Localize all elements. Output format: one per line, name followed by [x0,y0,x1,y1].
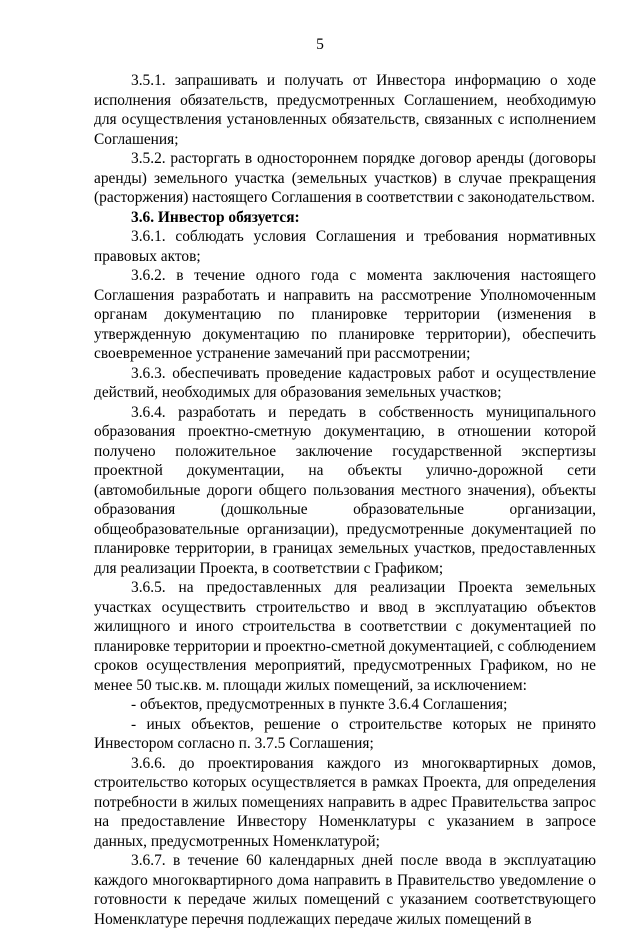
exception-item-1: - объектов, предусмотренных в пункте 3.6.4 Соглашения; [131,696,508,713]
clause-3-6-3: 3.6.3. обеспечивать проведение кадастровых работ и осуществление действий, необходимых для образования земельных участков; [94,364,596,401]
page-number: 5 [316,36,324,53]
clause-3-5-1: 3.5.1. запрашивать и получать от Инвестора информацию о ходе исполнения обязательств, предусмотренных Соглашением, необходимую для осуществления установленных обязательств, связанных с исполнением Соглашения; [94,72,596,148]
clause-3-6-4: 3.6.4. разработать и передать в собственность муниципального образования проектно-сметную документацию, в отношении которой получено положительное заключение государственной экспертизы проектной документации, на объекты улично-дорожной сети (автомобильные дороги общего пользования местного значения), объекты образования (дошкольные образовательные организации, общеобразовательные организации), предусмотренные документацией по планировке территории, в границах земельных участков, предоставленных для реализации Проекта, в соответствии с Графиком; [94,403,596,577]
clause-3-6-7: 3.6.7. в течение 60 календарных дней после ввода в эксплуатацию каждого многоквартирного дома направить в Правительство уведомление о готовности к передаче жилых помещений с указанием соответствующего Номенклатуре перечня подлежащих передаче жилых помещений в [94,852,596,928]
clause-3-6-2: 3.6.2. в течение одного года с момента заключения настоящего Соглашения разработать и направить на рассмотрение Уполномоченным органам документацию по планировке территории (изменения в утвержденную документацию по планировке территории), обеспечить своевременное устранение замечаний при рассмотрении; [94,267,596,362]
clause-3-5-2: 3.5.2. расторгать в одностороннем порядке договор аренды (договоры аренды) земельного участка (земельных участков) в случае прекращения (расторжения) настоящего Соглашения в соответствии с законодательством. [94,150,596,206]
clause-3-6-5: 3.6.5. на предоставленных для реализации Проекта земельных участках осуществить строительство и ввод в эксплуатацию объектов жилищного и иного строительства в соответствии с документацией по планировке территории и проектно-сметной документацией, с соблюдением сроков осуществления мероприятий, предусмотренных Графиком, но не менее 50 тыс.кв. м. площади жилых помещений, за исключением: [94,579,596,694]
exception-item-2: - иных объектов, решение о строительстве которых не принято Инвестором согласно п. 3.7.5 Соглашения; [94,715,596,752]
clause-3-6-6: 3.6.6. до проектирования каждого из многоквартирных домов, строительство которых осуществляется в рамках Проекта, для определения потребности в жилых помещениях направить в адрес Правительства запрос на предоставление Инвестору Номенклатуры с указанием в запросе данных, предусмотренных Номенклатурой; [94,754,596,850]
clause-3-6-1: 3.6.1. соблюдать условия Соглашения и требования нормативных правовых актов; [94,228,596,265]
document-body [94,71,596,929]
section-heading-3-6: 3.6. Инвестор обязуется: [131,208,300,226]
